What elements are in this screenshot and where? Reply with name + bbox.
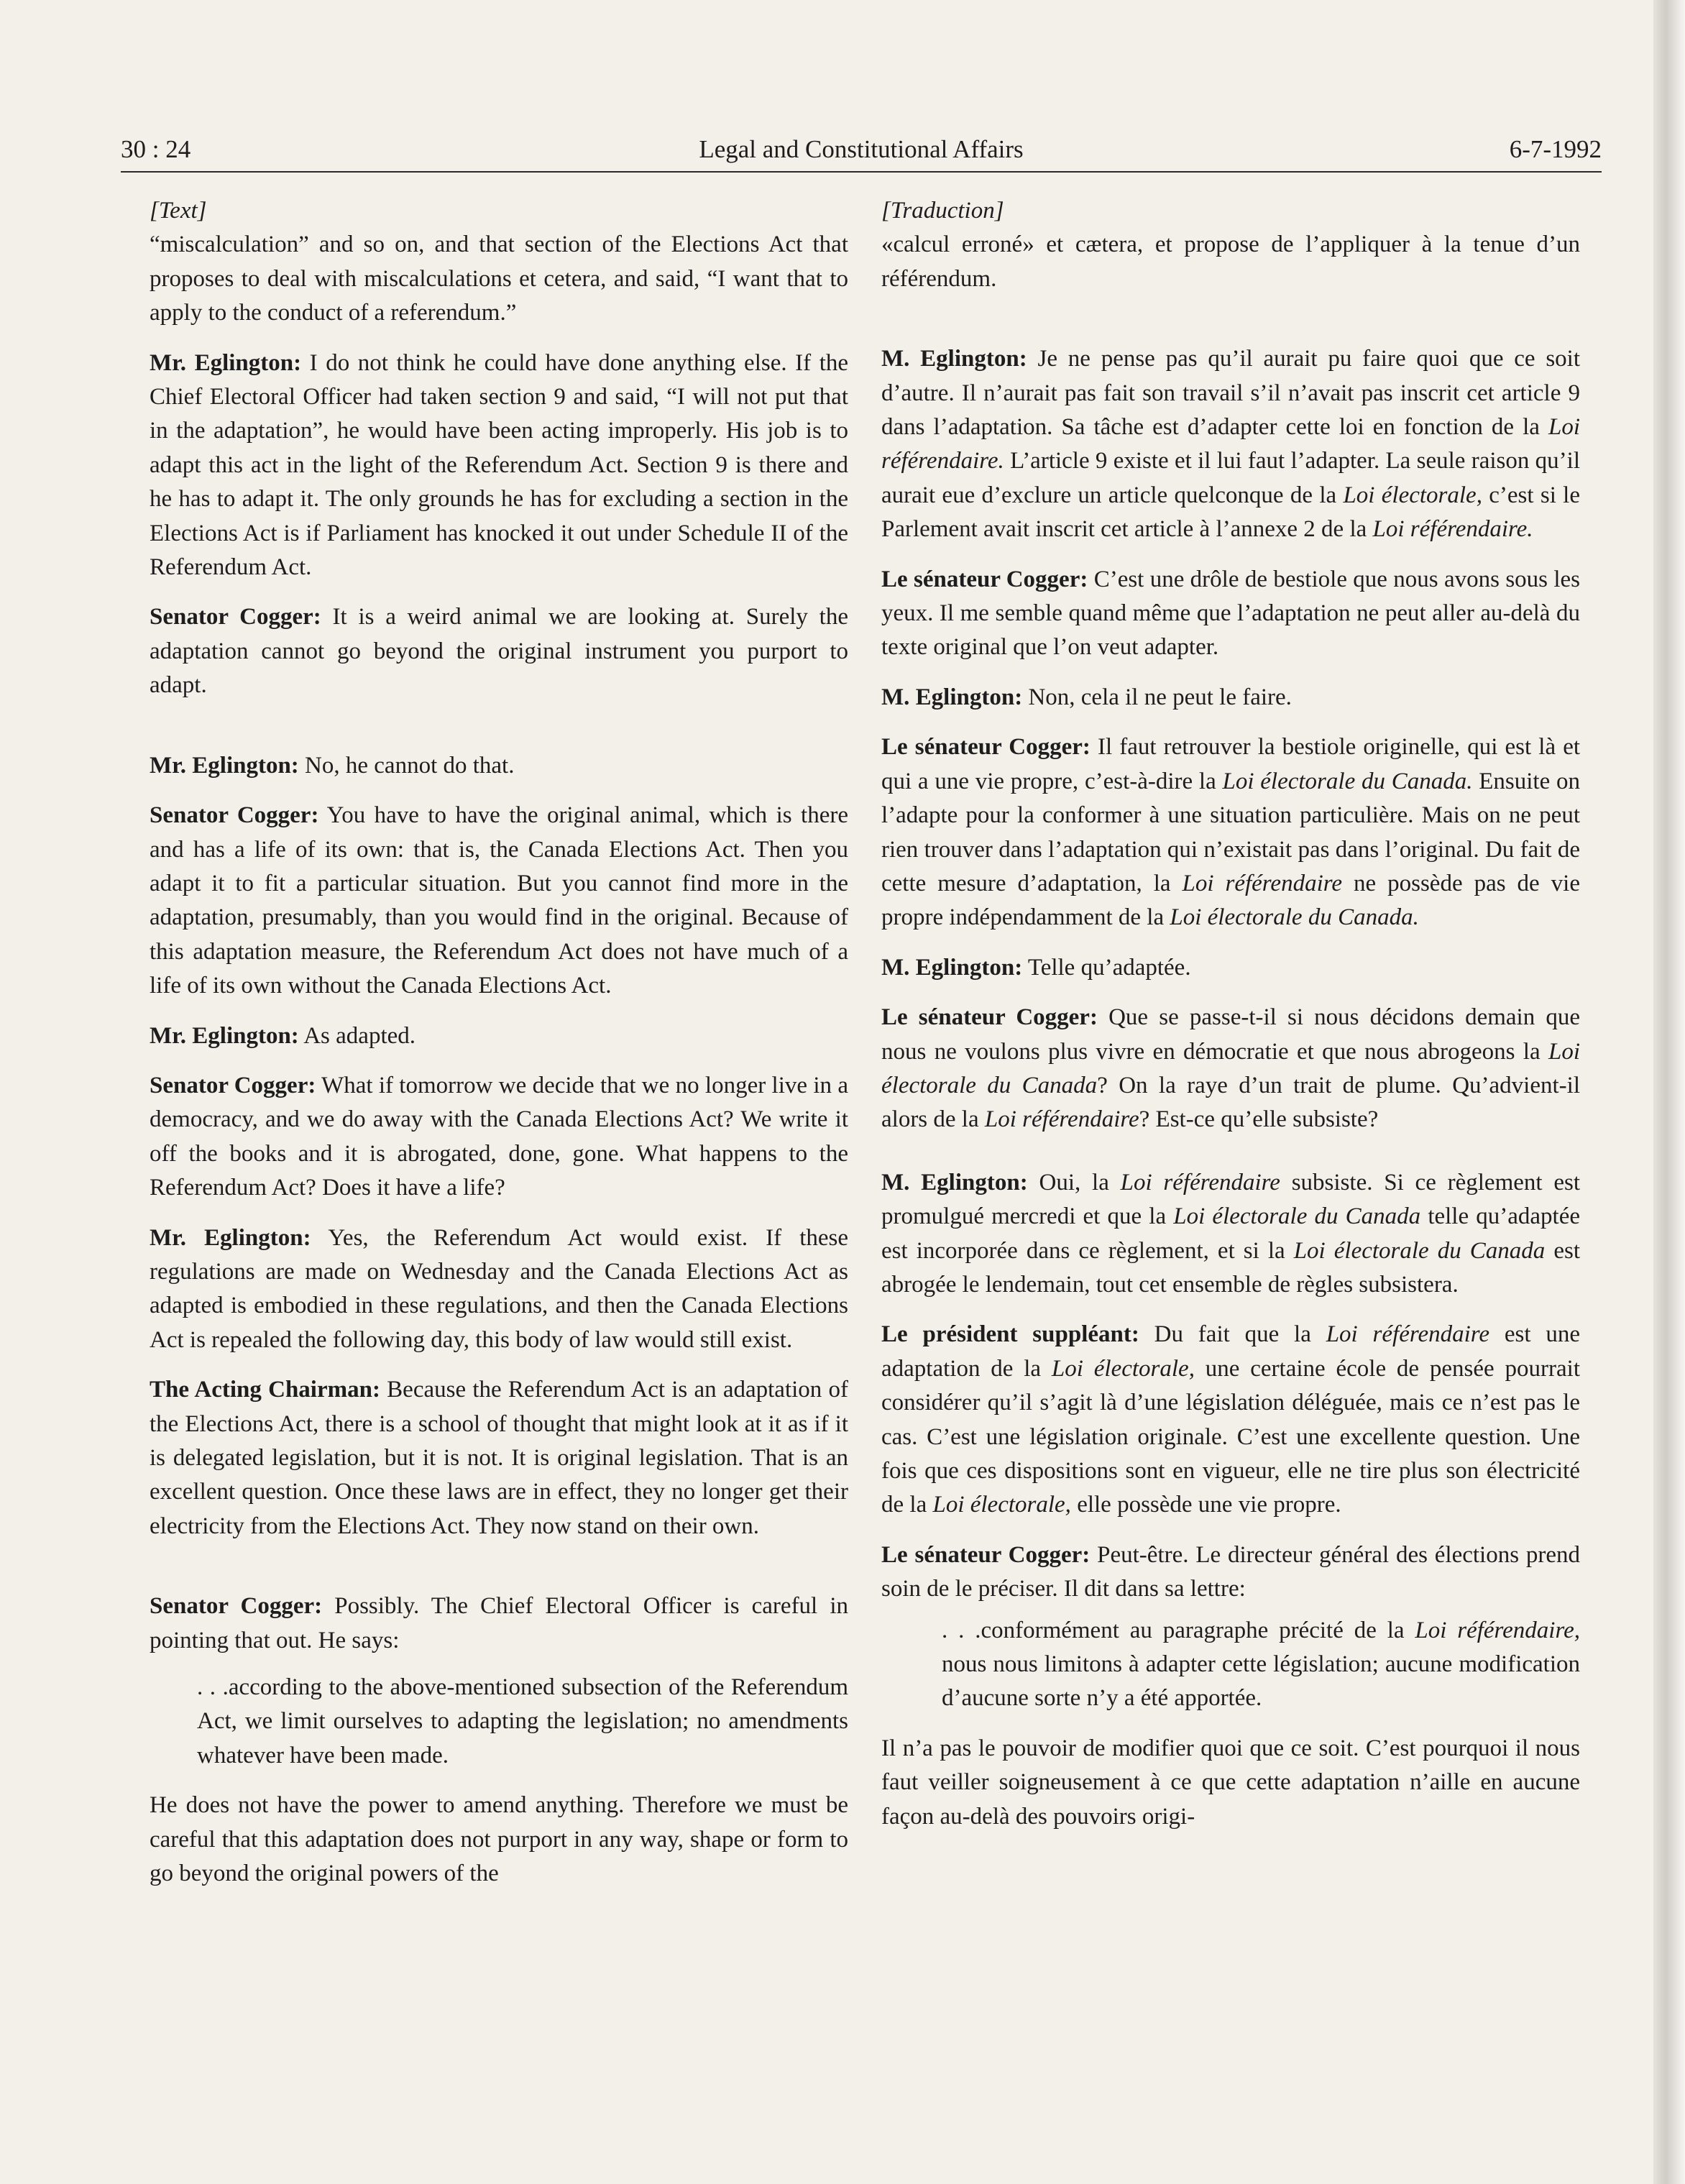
speaker-name: Le sénateur Cogger: xyxy=(881,1541,1091,1568)
italic-title: Loi référendaire. xyxy=(1372,516,1533,543)
quote-text: nous nous limitons à adapter cette législation; aucune modification d’aucune sorte n’y a été apportée. xyxy=(942,1651,1580,1712)
speech-text: Non, cela il ne peut le faire. xyxy=(1022,684,1292,710)
speech-text: Oui, la xyxy=(1027,1169,1121,1196)
paragraph xyxy=(881,342,1580,546)
italic-title: Loi électorale, xyxy=(932,1492,1071,1518)
speaker-name: M. Eglington: xyxy=(881,346,1027,372)
page-title: Legal and Constitutional Affairs xyxy=(699,135,1024,163)
paragraph xyxy=(150,1069,848,1206)
paragraph xyxy=(150,749,848,783)
speaker-name: Mr. Eglington: xyxy=(150,1224,311,1251)
paragraph xyxy=(150,347,848,585)
page-date: 6-7-1992 xyxy=(1509,135,1602,163)
french-column xyxy=(881,194,1580,2034)
speaker-name: Senator Cogger: xyxy=(150,802,319,829)
speech-text: subsiste. Si ce règlement est promulgué mercredi et que la xyxy=(881,1169,1580,1230)
english-column xyxy=(150,194,848,2034)
italic-title: Loi référendaire xyxy=(984,1106,1139,1133)
paragraph xyxy=(150,1019,848,1053)
speech-text: Du fait que la xyxy=(1139,1321,1326,1348)
speaker-name: Senator Cogger: xyxy=(150,604,321,630)
speaker-name: Mr. Eglington: xyxy=(150,752,299,779)
italic-title: Loi référendaire. xyxy=(881,414,1580,474)
speech-text: You have to have the original animal, which is there and has a life of its own: that is, the Canada Elections Act. Then you adapt it to fit a particular situation. But you cannot find more in the adaptation, presumably, than you would find in the original. Because of this adaptation measure, the Referendum Act does not have much of a life of its own without the Canada Elections Act. xyxy=(150,802,848,999)
paragraph xyxy=(150,1373,848,1543)
italic-title: Loi électorale du Canada xyxy=(1173,1203,1421,1230)
speech-text: What if tomorrow we decide that we no longer live in a democracy, and we do away with the Canada Elections Act? We write it off the books and it is abrogated, done, gone. What happens to the Referendum Act? Does it have a life? xyxy=(150,1072,848,1201)
paragraph xyxy=(150,600,848,702)
speaker-name: Senator Cogger: xyxy=(150,1072,316,1098)
paragraph xyxy=(881,951,1580,985)
speech-text: telle qu’adaptée est incorporée dans ce règlement, et si la xyxy=(881,1203,1581,1264)
italic-title: Loi électorale, xyxy=(1343,482,1482,508)
speech-text: ? Est-ce qu’elle subsiste? xyxy=(1139,1106,1379,1133)
speech-text: Because the Referendum Act is an adaptation of the Elections Act, there is a school of thought that might look at it as if it is delegated legislation, but it is not. It is original legislation. That is an excellent question. Once these laws are in effect, they no longer get their electricity from the Elections Act. They now stand on their own. xyxy=(150,1377,848,1539)
paragraph xyxy=(881,1318,1580,1522)
italic-title: Loi référendaire xyxy=(1182,870,1343,896)
speech-text: est abrogée le lendemain, tout cet ensemble de règles subsistera. xyxy=(881,1237,1580,1298)
speech-text: ? On la raye d’un trait de plume. Qu’advient-il alors de la xyxy=(881,1072,1580,1133)
paragraph: “miscalculation” and so on, and that section of the Elections Act that proposes to deal with miscalculations et cetera, and said, “I want that to apply to the conduct of a referendum.” xyxy=(150,231,848,326)
speaker-name: M. Eglington: xyxy=(881,954,1023,981)
paragraph xyxy=(150,1221,848,1358)
paragraph: «calcul erroné» et cætera, et propose de l’appliquer à la tenue d’un référendum. xyxy=(881,231,1580,292)
paragraph xyxy=(881,1538,1580,1607)
italic-title: Loi référendaire, xyxy=(1415,1617,1580,1643)
speech-text: Possibly. The Chief Electoral Officer is careful in pointing that out. He says: xyxy=(150,1593,849,1653)
speech-text: No, he cannot do that. xyxy=(298,752,515,779)
speech-text: Peut-être. Le directeur général des élections prend soin de le préciser. Il dit dans sa lettre: xyxy=(881,1541,1581,1602)
italic-title: Loi électorale, xyxy=(1051,1355,1195,1382)
speech-text: c’est si le Parlement avait inscrit cet article à l’annexe 2 de la xyxy=(881,482,1580,543)
block-quote xyxy=(942,1614,1580,1716)
italic-title: Loi référendaire xyxy=(1326,1321,1490,1348)
speech-text: ne possède pas de vie propre indépendamment de la xyxy=(881,870,1580,931)
paragraph xyxy=(881,681,1580,715)
italic-title: Loi référendaire xyxy=(1120,1169,1280,1196)
paragraph: He does not have the power to amend anything. Therefore we must be careful that this adaptation does not purport in any way, shape or form to go beyond the original powers of the xyxy=(150,1792,848,1887)
paragraph xyxy=(881,563,1580,665)
speech-text: I do not think he could have done anything else. If the Chief Electoral Officer had taken section 9 and said, “I will not put that in the adaptation”, he would have been acting improperly. His job is to adapt this act in the light of the Referendum Act. Section 9 is there and he has to adapt it. The only grounds he has for excluding a section in the Elections Act is if Parliament has knocked it out under Schedule II of the Referendum Act. xyxy=(150,349,849,581)
italic-title: Loi électorale du Canada xyxy=(881,1038,1580,1098)
column-label: [Text] xyxy=(150,198,207,224)
italic-title: Loi électorale du Canada xyxy=(1293,1237,1546,1264)
speaker-name: Le sénateur Cogger: xyxy=(881,734,1091,761)
italic-title: Loi électorale du Canada. xyxy=(1170,904,1419,931)
speech-text: Telle qu’adaptée. xyxy=(1022,954,1191,981)
speaker-name: Mr. Eglington: xyxy=(150,1022,299,1049)
speech-text: Il faut retrouver la bestiole originelle, qui est là et qui a une vie propre, c’est-à-dire la xyxy=(881,734,1581,794)
speech-text: est une adaptation de la xyxy=(881,1321,1580,1382)
page-header xyxy=(121,128,1602,171)
speaker-name: M. Eglington: xyxy=(881,684,1023,710)
speaker-name: Le sénateur Cogger: xyxy=(881,1004,1098,1031)
speaker-name: Senator Cogger: xyxy=(150,1593,323,1620)
speech-text: elle possède une vie propre. xyxy=(1070,1492,1341,1518)
speech-text: It is a weird animal we are looking at. Surely the adaptation cannot go beyond the original instrument you purport to adapt. xyxy=(150,604,848,699)
paragraph xyxy=(881,1001,1580,1137)
speaker-name: Le président suppléant: xyxy=(881,1321,1139,1348)
block-quote: . . .according to the above-mentioned subsection of the Referendum Act, we limit ourselves to adapting the legislation; no amendments whatever have been made. xyxy=(197,1674,848,1768)
speech-text: C’est une drôle de bestiole que nous avons sous les yeux. Il me semble quand même que l’adaptation ne peut aller au-delà du texte original que l’on veut adapter. xyxy=(881,566,1580,661)
page-edge xyxy=(1653,0,1685,2184)
speech-text: As adapted. xyxy=(298,1022,416,1049)
speech-text: L’article 9 existe et il lui faut l’adapter. La seule raison qu’il aurait eue d’exclure un article quelconque de la xyxy=(881,448,1580,508)
page-number: 30 : 24 xyxy=(121,135,191,163)
column-label: [Traduction] xyxy=(881,198,1004,224)
speaker-name: M. Eglington: xyxy=(881,1169,1028,1196)
speech-text: Ensuite on l’adapte pour la conformer à une situation particulière. Mais on ne peut rien trouver dans l’adaptation qui n’existait pas dans l’original. Du fait de cette mesure d’adaptation, la xyxy=(881,768,1580,896)
speech-text: une certaine école de pensée pourrait considérer qu’il s’agit là d’une législation déléguée, mais ce n’est pas le cas. C’est une législation originale. C’est une excellente question. Une fois que ces dispositions sont en vigueur, elle ne tire plus son électricité de la xyxy=(881,1355,1580,1518)
speech-text: Yes, the Referendum Act would exist. If these regulations are made on Wednesday and the Canada Elections Act as adapted is embodied in these regulations, and then the Canada Elections Act is repealed the following day, this body of law would still exist. xyxy=(150,1224,849,1353)
quote-text: . . .conformément au paragraphe précité de la xyxy=(942,1617,1415,1643)
paragraph xyxy=(150,799,848,1003)
speaker-name: The Acting Chairman: xyxy=(150,1377,380,1403)
speech-text: Que se passe-t-il si nous décidons demain que nous ne voulons plus vivre en démocratie et que nous abrogeons la xyxy=(881,1004,1580,1065)
speaker-name: Le sénateur Cogger: xyxy=(881,566,1088,592)
paragraph: Il n’a pas le pouvoir de modifier quoi que ce soit. C’est pourquoi il nous faut veiller soigneusement à ce que cette adaptation n’aille en aucune façon au-delà des pouvoirs origi- xyxy=(881,1735,1580,1830)
italic-title: Loi électorale du Canada. xyxy=(1222,768,1473,794)
paragraph xyxy=(881,1166,1580,1303)
speech-text: Je ne pense pas qu’il aurait pu faire quoi que ce soit d’autre. Il n’aurait pas fait son travail s’il n’avait pas inscrit cet article 9 dans l’adaptation. Sa tâche est d’adapter cette loi en fonction de la xyxy=(881,346,1581,441)
paragraph xyxy=(881,730,1580,935)
speaker-name: Mr. Eglington: xyxy=(150,349,302,376)
header-rule xyxy=(121,171,1602,173)
paragraph xyxy=(150,1589,848,1658)
